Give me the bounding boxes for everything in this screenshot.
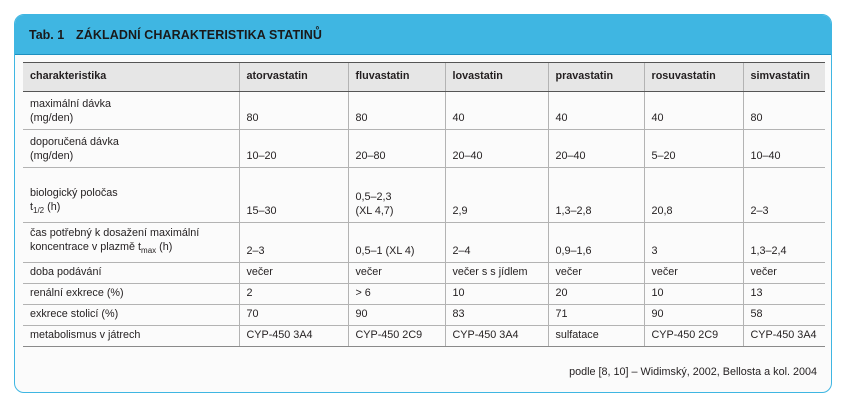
table-cell-atorvastatin bbox=[239, 168, 348, 223]
cell-value: 2–3 bbox=[750, 205, 769, 217]
table-row bbox=[23, 284, 825, 305]
table-cell-pravastatin bbox=[548, 223, 644, 263]
column-header-pravastatin: pravastatin bbox=[548, 63, 644, 92]
cell-value: 15–30 bbox=[246, 205, 277, 217]
table-cell-rosuvastatin bbox=[644, 130, 743, 168]
row-label-line: $t_{1/2}$ (h) bbox=[30, 200, 61, 215]
table-cell-fluvastatin bbox=[348, 223, 445, 263]
cell-value: večer bbox=[246, 266, 273, 278]
cell-value: (XL 4,7) bbox=[355, 205, 394, 217]
table-cell-atorvastatin bbox=[239, 130, 348, 168]
cell-value: 40 bbox=[555, 112, 568, 124]
table-cell-rosuvastatin bbox=[644, 223, 743, 263]
row-label-line: (mg/den) bbox=[30, 150, 74, 162]
statin-characteristics-table bbox=[23, 62, 825, 347]
cell-value: CYP-450 2C9 bbox=[355, 329, 423, 341]
row-label bbox=[23, 284, 239, 305]
column-header-fluvastatin: fluvastatin bbox=[348, 63, 445, 92]
table-cell-pravastatin bbox=[548, 326, 644, 347]
table-cell-atorvastatin bbox=[239, 92, 348, 130]
table-cell-pravastatin bbox=[548, 263, 644, 284]
row-label-line: exkrece stolicí (%) bbox=[30, 308, 119, 320]
cell-value: večer bbox=[355, 266, 382, 278]
cell-value: CYP-450 3A4 bbox=[750, 329, 817, 341]
table-cell-lovastatin bbox=[445, 326, 548, 347]
cell-value: CYP-450 3A4 bbox=[452, 329, 519, 341]
row-label bbox=[23, 223, 239, 263]
cell-value: 70 bbox=[246, 308, 259, 320]
cell-value: 83 bbox=[452, 308, 465, 320]
row-label-line: metabolismus v játrech bbox=[30, 329, 141, 341]
cell-value: 20 bbox=[555, 287, 568, 299]
row-label bbox=[23, 305, 239, 326]
table-cell-fluvastatin bbox=[348, 92, 445, 130]
cell-value: CYP-450 2C9 bbox=[651, 329, 719, 341]
cell-value: 10–40 bbox=[750, 150, 781, 162]
row-label bbox=[23, 263, 239, 284]
table-row bbox=[23, 92, 825, 130]
cell-value: večer bbox=[555, 266, 582, 278]
table-cell-lovastatin bbox=[445, 92, 548, 130]
table-cell-pravastatin bbox=[548, 284, 644, 305]
table-cell-lovastatin bbox=[445, 223, 548, 263]
table-cell-rosuvastatin bbox=[644, 263, 743, 284]
table-cell-pravastatin bbox=[548, 305, 644, 326]
row-label-line: biologický poločas bbox=[30, 186, 118, 199]
table-cell-atorvastatin bbox=[239, 223, 348, 263]
table-cell-simvastatin bbox=[743, 223, 825, 263]
cell-value: 20–80 bbox=[355, 150, 386, 162]
table-cell-simvastatin bbox=[743, 130, 825, 168]
cell-value: večer bbox=[750, 266, 777, 278]
table-cell-pravastatin bbox=[548, 168, 644, 223]
table-cell-lovastatin bbox=[445, 263, 548, 284]
table-cell-pravastatin bbox=[548, 92, 644, 130]
table-cell-simvastatin bbox=[743, 92, 825, 130]
cell-value: 2–4 bbox=[452, 245, 471, 257]
table-row bbox=[23, 223, 825, 263]
cell-value: 90 bbox=[355, 308, 368, 320]
table-cell-pravastatin bbox=[548, 130, 644, 168]
cell-value: 80 bbox=[355, 112, 368, 124]
cell-value: 1,3–2,8 bbox=[555, 205, 592, 217]
cell-value: 40 bbox=[452, 112, 465, 124]
table-title: ZÁKLADNÍ CHARAKTERISTIKA STATINŮ bbox=[76, 28, 323, 42]
row-label-line: doba podávání bbox=[30, 266, 102, 278]
cell-value: 20–40 bbox=[452, 150, 483, 162]
cell-value: 2,9 bbox=[452, 205, 468, 217]
table-row bbox=[23, 326, 825, 347]
cell-value: 20–40 bbox=[555, 150, 586, 162]
cell-value: 0,5–2,3 bbox=[355, 191, 392, 203]
table-cell-simvastatin bbox=[743, 305, 825, 326]
cell-value: večer bbox=[651, 266, 678, 278]
column-header-simvastatin: simvastatin bbox=[743, 63, 825, 92]
table-cell-rosuvastatin bbox=[644, 92, 743, 130]
cell-value: 10 bbox=[651, 287, 664, 299]
table-body bbox=[23, 92, 825, 347]
cell-value: 13 bbox=[750, 287, 763, 299]
cell-value: 3 bbox=[651, 245, 658, 257]
table-cell-lovastatin bbox=[445, 305, 548, 326]
row-label bbox=[23, 326, 239, 347]
cell-value: 80 bbox=[246, 112, 259, 124]
cell-value: 71 bbox=[555, 308, 568, 320]
table-header-row bbox=[23, 63, 825, 92]
cell-value: 20,8 bbox=[651, 205, 673, 217]
cell-value: > 6 bbox=[355, 287, 371, 299]
row-label-line: čas potřebný k dosažení maximální bbox=[30, 226, 200, 239]
source-note: podle [8, 10] – Widimský, 2002, Bellosta a kol. 2004 bbox=[569, 366, 817, 378]
cell-value: 10–20 bbox=[246, 150, 277, 162]
row-label bbox=[23, 92, 239, 130]
table-cell-fluvastatin bbox=[348, 284, 445, 305]
table-cell-fluvastatin bbox=[348, 130, 445, 168]
table-cell-simvastatin bbox=[743, 263, 825, 284]
cell-value: 2–3 bbox=[246, 245, 265, 257]
cell-value: 2 bbox=[246, 287, 253, 299]
cell-value: sulfatace bbox=[555, 329, 599, 341]
table-cell-rosuvastatin bbox=[644, 326, 743, 347]
table-cell-atorvastatin bbox=[239, 305, 348, 326]
table-cell-rosuvastatin bbox=[644, 168, 743, 223]
table-number: Tab. 1 bbox=[29, 28, 65, 42]
cell-value: 10 bbox=[452, 287, 465, 299]
column-header-rosuvastatin: rosuvastatin bbox=[644, 63, 743, 92]
cell-value: 0,9–1,6 bbox=[555, 245, 592, 257]
table-cell-atorvastatin bbox=[239, 326, 348, 347]
column-header-lovastatin: lovastatin bbox=[445, 63, 548, 92]
column-header-atorvastatin: atorvastatin bbox=[239, 63, 348, 92]
row-label-line: renální exkrece (%) bbox=[30, 287, 124, 299]
table-cell-rosuvastatin bbox=[644, 305, 743, 326]
table-row bbox=[23, 130, 825, 168]
table-cell-lovastatin bbox=[445, 284, 548, 305]
table-cell-simvastatin bbox=[743, 284, 825, 305]
table-cell-fluvastatin bbox=[348, 305, 445, 326]
table-title-bar bbox=[15, 15, 831, 55]
cell-value: 80 bbox=[750, 112, 763, 124]
table-row bbox=[23, 168, 825, 223]
table-row bbox=[23, 263, 825, 284]
cell-value: 0,5–1 (XL 4) bbox=[355, 245, 415, 257]
cell-value: večer s s jídlem bbox=[452, 266, 528, 278]
row-label bbox=[23, 130, 239, 168]
table-cell-rosuvastatin bbox=[644, 284, 743, 305]
table-cell-atorvastatin bbox=[239, 263, 348, 284]
table-cell-lovastatin bbox=[445, 130, 548, 168]
table-frame bbox=[14, 14, 832, 393]
row-label-line: koncentrace v plazmě $t_{max}$ (h) bbox=[30, 240, 173, 255]
cell-value: 58 bbox=[750, 308, 763, 320]
row-label-line: maximální dávka bbox=[30, 98, 112, 110]
table-cell-atorvastatin bbox=[239, 284, 348, 305]
cell-value: CYP-450 3A4 bbox=[246, 329, 313, 341]
row-label-line: (mg/den) bbox=[30, 112, 74, 124]
table-cell-fluvastatin bbox=[348, 326, 445, 347]
row-label bbox=[23, 168, 239, 223]
table-cell-simvastatin bbox=[743, 326, 825, 347]
table-cell-simvastatin bbox=[743, 168, 825, 223]
cell-value: 90 bbox=[651, 308, 664, 320]
cell-value: 1,3–2,4 bbox=[750, 245, 787, 257]
table-cell-fluvastatin bbox=[348, 168, 445, 223]
table-cell-fluvastatin bbox=[348, 263, 445, 284]
table-row bbox=[23, 305, 825, 326]
row-label-line: doporučená dávka bbox=[30, 136, 119, 148]
column-header-characteristic: charakteristika bbox=[23, 63, 239, 92]
table-cell-lovastatin bbox=[445, 168, 548, 223]
cell-value: 40 bbox=[651, 112, 664, 124]
cell-value: 5–20 bbox=[651, 150, 676, 162]
